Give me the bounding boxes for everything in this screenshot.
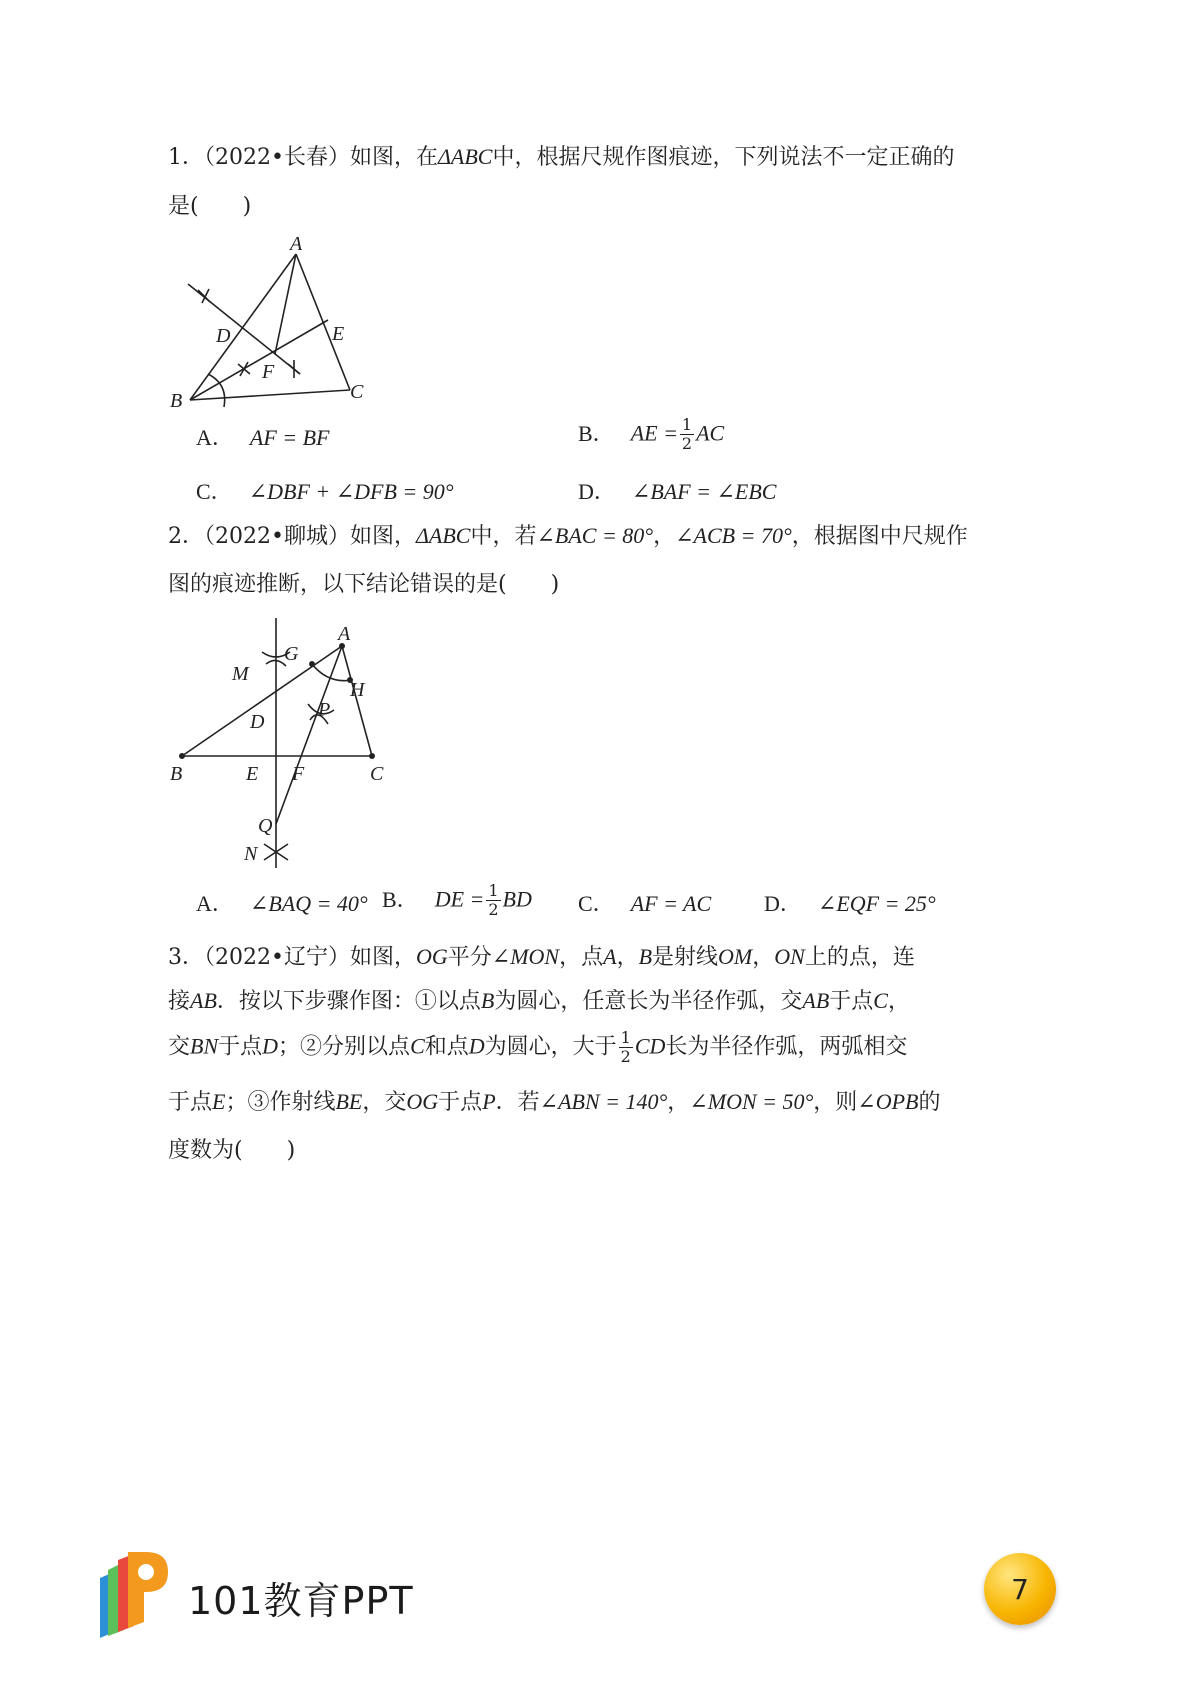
q2-stem-line1: 2．（2022•聊城）如图，ΔABC中，若∠BAC = 80°，∠ACB = 70°，根据图中尺规作 <box>168 523 968 549</box>
q1-side-bc <box>190 390 350 400</box>
q1-option-c[interactable]: C． ∠DBF + ∠DFB = 90° <box>196 479 454 504</box>
q2-label-e: E <box>246 763 259 785</box>
q1-option-b[interactable]: B． AE = $\frac{1}{2}$ AC <box>578 415 725 453</box>
q1-option-d[interactable]: D． ∠BAF = ∠EBC <box>578 479 777 504</box>
q1-cross-left <box>238 362 250 376</box>
q1-label-f: F <box>262 361 275 383</box>
q2-line-aq <box>276 646 342 824</box>
q1-label-b: B <box>170 390 183 412</box>
q1-label-a: A <box>290 233 303 255</box>
q2-stem-line2: 图的痕迹推断，以下结论错误的是( ) <box>168 572 560 597</box>
q3-stem-line4: 于点E；③作射线BE，交OG于点P．若∠ABN = 140°，∠MON = 50°，则∠OPB的 <box>168 1089 941 1115</box>
page-number-badge: 7 <box>984 1553 1056 1625</box>
q2-label-q: Q <box>258 815 273 837</box>
q1-figure <box>160 232 390 412</box>
q1-label-e: E <box>332 323 345 345</box>
q3-stem-line5: 度数为( ) <box>168 1138 296 1163</box>
q2-label-f: F <box>292 763 305 785</box>
q2-label-g: G <box>284 643 299 665</box>
q1-arc-b <box>208 374 225 407</box>
q2-side-ac <box>342 646 372 756</box>
q2-label-m: M <box>232 663 249 685</box>
q2-label-c: C <box>370 763 384 785</box>
q2-label-p: P <box>318 699 331 721</box>
q2-label-d: D <box>250 711 265 733</box>
q1-cross-top <box>198 289 210 303</box>
q2-point-b <box>179 753 185 759</box>
q1-angle-bisector <box>190 320 328 400</box>
q2-figure <box>160 612 400 874</box>
q2-label-n: N <box>244 843 258 865</box>
q3-stem-line1: 3．（2022•辽宁）如图，OG平分∠MON，点A，B是射线OM，ON上的点，连 <box>168 944 915 970</box>
q2-point-c <box>369 753 375 759</box>
q1-label-c: C <box>350 381 364 403</box>
q2-option-d[interactable]: D． ∠EQF = 25° <box>764 891 936 916</box>
q1-option-a[interactable]: A． AF = BF <box>196 425 330 450</box>
q3-stem-line3: 交BN于点D；②分别以点C和点D为圆心，大于 $\frac{1}{2}$ CD长为半径作弧，两弧相交 <box>168 1028 908 1066</box>
q1-fraction: $\frac{1}{2}$ <box>681 415 693 453</box>
q2-option-a[interactable]: A． ∠BAQ = 40° <box>196 891 368 916</box>
brand-name: 101教育PPT <box>188 1579 414 1623</box>
q2-option-c[interactable]: C． AF = AC <box>578 891 712 916</box>
q1-stem-line2: 是( ) <box>168 194 252 219</box>
q2-fraction: $\frac{1}{2}$ <box>488 881 499 919</box>
q3-fraction: $\frac{1}{2}$ <box>620 1028 631 1066</box>
q2-label-a: A <box>338 623 351 645</box>
q2-point-g <box>309 661 315 667</box>
q1-cross-right <box>288 360 300 378</box>
q2-label-b: B <box>170 763 183 785</box>
q1-label-d: D <box>216 325 231 347</box>
brand-logo-icon <box>94 1548 170 1638</box>
q2-option-b[interactable]: B． DE = $\frac{1}{2}$ BD <box>382 881 532 919</box>
q1-stem-line1: 1．（2022•长春）如图，在ΔABC中，根据尺规作图痕迹，下列说法不一定正确的 <box>168 144 955 170</box>
q2-label-h: H <box>350 679 365 701</box>
q3-stem-line2: 接AB．按以下步骤作图：①以点B为圆心，任意长为半径作弧，交AB于点C， <box>168 988 910 1014</box>
